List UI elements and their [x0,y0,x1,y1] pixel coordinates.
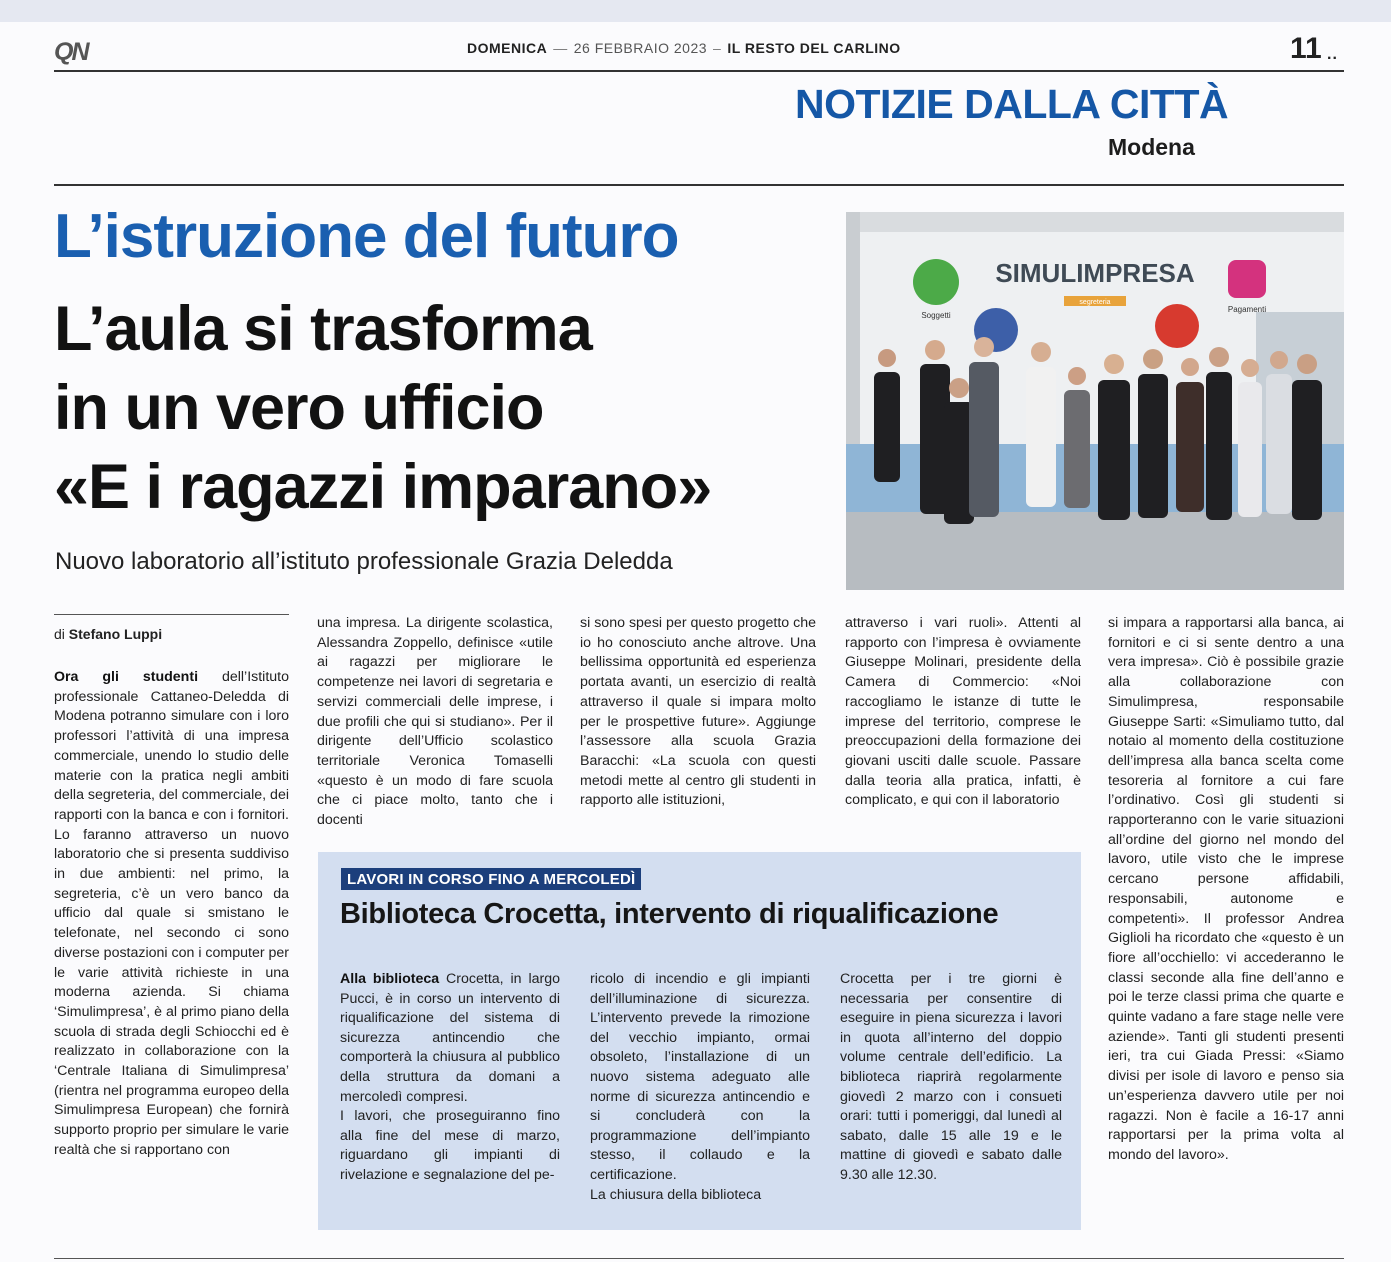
masthead: DOMENICA — 26 FEBBRAIO 2023 – IL RESTO DEL CARLINO [467,40,901,56]
masthead-day: DOMENICA [467,40,548,56]
article-headline [54,290,711,527]
photo-sign: SIMULIMPRESA [995,258,1195,288]
article-standfirst: Nuovo laboratorio all’istituto professionale Grazia Deledda [55,548,673,575]
header-rule [54,70,1344,72]
article-column-1: Ora gli studenti dell’Istituto professionale Cattaneo-Deledda di Modena potranno simulare con i loro professori l’attività di una impresa commerciale, unendo lo studio delle materie con la pratica negli ambiti della segreteria, del commerciale, dei rapporti con la banca e con i fornitori. Lo faranno attraverso un nuovo laboratorio che si presenta suddiviso in due ambienti: nel primo, la segreteria, c’è un vero banco da ufficio dal quale si smistano le telefonate, nel secondo ci sono diverse postazioni con i computer per le varie attività richieste in una moderna azienda. Si chiama ‘Simulimpresa’, è al primo piano della scuola di strada degli Schiocchi ed è realizzato in collaborazione con la ‘Centrale Italiana di Simulimpresa’ (rientra nel programma europeo della Simulimpresa European) che fornirà supporto proprio per simulare le varie realtà che si rapportano con [54,669,290,1158]
box-title: Biblioteca Crocetta, intervento di riqualificazione [340,898,999,930]
section-city: Modena [1108,134,1195,160]
headline-line-2: in un vero ufficio [54,373,544,443]
box-column-2: ricolo di incendio e gli impianti dell’illuminazione di sicurezza. L’intervento prevede la rimozione del vecchio impianto, ormai obsoleto, l’installazione di un nuovo sistema adeguato alle norme di sicurezza antincendio e si concluderà con la programmazione dell’impianto stesso, il collaudo e la certificazione. La chiusura della biblioteca [590,971,810,1203]
soggetti-icon [913,259,959,305]
svg-text:Pagamenti: Pagamenti [1227,305,1267,314]
article-column-3: si sono spesi per questo progetto che io ho conosciuto anche altrove. Una bellissima opportunità ed esperienza portata avanti, un esercizio di realtà attraverso il quale si impara molto per le prospettive future». Aggiunge l’assessore alla scuola Grazia Baracchi: «La scuola con questi metodi mette al centro gli studenti in rapporto alle istituzioni, [580,615,816,809]
box-kicker: LAVORI IN CORSO FINO A MERCOLEDÌ [341,868,641,890]
headline-line-1: L’aula si trasforma [54,294,592,364]
arrow-icon [1155,304,1199,348]
pagamenti-icon [1228,260,1266,298]
article-column-4: attraverso i vari ruoli». Attenti al rapporto con l’impresa è ovviamente Giuseppe Molinari, presidente della Camera di Commercio: «Noi raccogliamo le istanze di tutte le imprese del territorio, comprese le preoccupazioni della formazione dei giovani usciti dalle scuole. Passare dalla teoria alla pratica, infatti, è complicato, e qui con il laboratorio [845,615,1081,809]
box-column-1: Alla biblioteca Crocetta, in largo Pucci, è in corso un intervento di riqualificazione del sistema di sicurezza antincendio che comporterà la chiusura al pubblico della struttura da domani a mercoledì compresi. I lavori, che proseguiranno fino alla fine del mese di marzo, riguardano gli impianti di rivelazione e segnalazione del pe- [340,971,560,1183]
masthead-paper: IL RESTO DEL CARLINO [727,40,901,56]
article-kicker: L’istruzione del futuro [54,202,679,271]
section-rule [54,184,1344,186]
page-number: 11 [1290,32,1322,65]
section-title: NOTIZIE DALLA CITTÀ [795,81,1229,127]
group-photo [846,212,1344,590]
bottom-rule [54,1258,1344,1259]
article-column-2: una impresa. La dirigente scolastica, Alessandra Zoppello, definisce «utile ai ragazzi per migliorare le competenze nei lavori di segretaria e servizi commerciali delle imprese, i due profili che qui si studiano». Per il dirigente dell’Ufficio scolastico territoriale Veronica Tomaselli «questo è un modo di fare scuola che ci piace molto, tanto che i docenti [317,615,553,829]
headline-line-3: «E i ragazzi imparano» [54,452,712,522]
masthead-date: 26 FEBBRAIO 2023 [573,40,708,56]
svg-text:Soggetti: Soggetti [921,311,951,320]
top-strip [0,0,1391,22]
byline-rule [54,614,289,615]
qn-logo: QN [54,38,88,66]
page-dots: .. [1327,46,1338,63]
box-lead: Alla biblioteca [340,971,440,987]
byline: di Stefano Luppi [54,626,163,642]
photo-floor [846,512,1344,590]
svg-text:segreteria: segreteria [1079,299,1111,306]
box-column-3: Crocetta per i tre giorni è necessaria per consentire di eseguire in piena sicurezza i lavori in quota all’interno del doppio volume centrale dell’edificio. La biblioteca riaprirà regolarmente giovedì 2 marzo con i consueti orari: tutti i pomeriggi, dal lunedì al sabato, dalle 15 alle 19 e le mattine di giovedì e sabato dalle 9.30 alle 12.30. [840,971,1062,1183]
article-column-5: si impara a rapportarsi alla banca, ai fornitori e ci si sente dentro a una vera impresa». Ciò è possibile grazie alla collaborazione con Simulimpresa, responsabile Giuseppe Sarti: «Simuliamo tutto, dal notaio al momento della costituzione dell’impresa alla banca scelta come tesoreria al fornitore a cui fare l’ordinativo. Così gli studenti si rapporteranno con le varie situazioni all’ordine del giorno nel mondo del lavoro, utile visto che le imprese cercano persone affidabili, responsabili, autonome e competenti». Il professor Andrea Giglioli ha ricordato che «questo è un fiore all’occhiello: vi accederanno le classi seconde alla fine dell’anno e poi le terze classi prima che quarte e quinte vadano a fare stage nelle vere aziende». Tanti gli studenti presenti ieri, tra cui Giada Pressi: «Siamo divisi per isole di lavoro e penso sia un’esperienza davvero utile per noi ragazzi. Non è facile a 16-17 anni rapportarsi per la prima volta al mondo del lavoro». [1108,615,1344,1163]
byline-author: Stefano Luppi [68,626,163,642]
article-lead: Ora gli studenti [54,669,199,685]
